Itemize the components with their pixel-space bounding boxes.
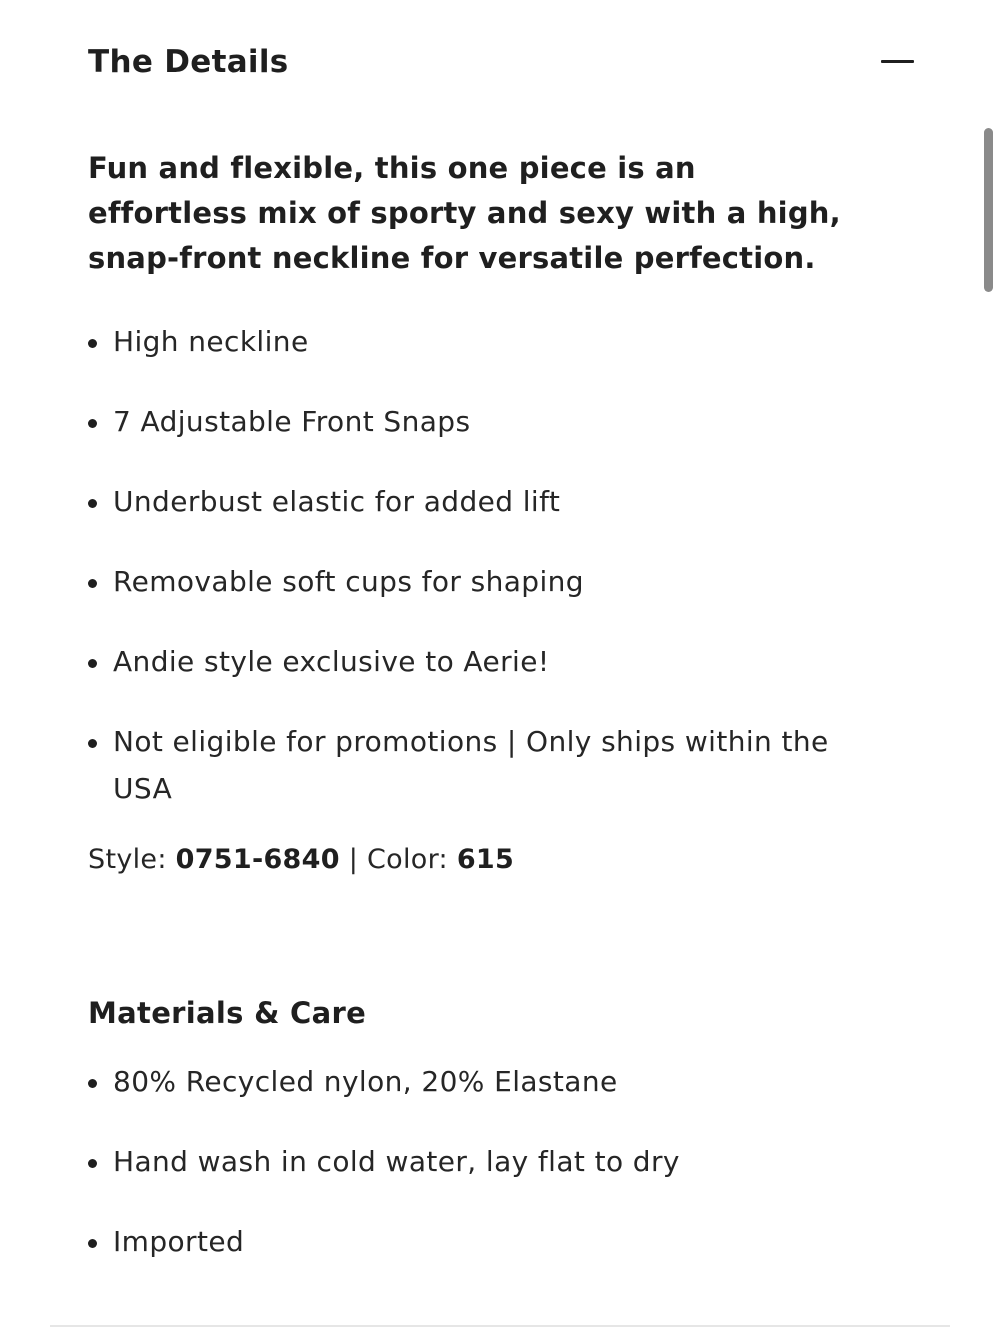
style-number: 0751-6840 <box>175 844 340 875</box>
list-item-text: Hand wash in cold water, lay flat to dry <box>113 1145 680 1178</box>
style-color-info <box>88 840 514 880</box>
list-item-text: 7 Adjustable Front Snaps <box>113 405 471 438</box>
list-item-text: Andie style exclusive to Aerie! <box>113 645 550 678</box>
list-item <box>88 1218 878 1265</box>
bullet-dot-icon <box>88 499 97 508</box>
scrollbar-thumb[interactable] <box>984 128 993 292</box>
details-bullet-list <box>88 318 878 812</box>
bullet-dot-icon <box>88 339 97 348</box>
list-item-text: Imported <box>113 1225 245 1258</box>
list-item-text: Underbust elastic for added lift <box>113 485 561 518</box>
list-item <box>88 1058 878 1105</box>
list-item-text: 80% Recycled nylon, 20% Elastane <box>113 1065 618 1098</box>
list-item-text: Not eligible for promotions | Only ships within the USA <box>113 725 829 805</box>
bullet-dot-icon <box>88 1079 97 1088</box>
bullet-dot-icon <box>88 1159 97 1168</box>
materials-bullet-list <box>88 1058 878 1265</box>
list-item <box>88 398 878 445</box>
color-label: Color: <box>367 844 448 875</box>
color-code: 615 <box>456 844 515 875</box>
list-item <box>88 478 878 525</box>
list-item-text: High neckline <box>113 325 309 358</box>
list-item <box>88 318 878 365</box>
bullet-dot-icon <box>88 739 97 748</box>
product-description: Fun and flexible, this one piece is an effortless mix of sporty and sexy with a high, snap-front neckline for versatile perfection. <box>88 151 841 275</box>
collapse-button[interactable] <box>878 44 918 76</box>
bullet-dot-icon <box>88 579 97 588</box>
list-item <box>88 1138 878 1185</box>
list-item-text: Removable soft cups for shaping <box>113 565 584 598</box>
section-divider <box>50 1325 950 1327</box>
separator: | <box>348 844 359 875</box>
style-label: Style: <box>88 844 167 875</box>
bullet-dot-icon <box>88 419 97 428</box>
details-accordion-header[interactable] <box>88 40 918 88</box>
list-item <box>88 718 878 812</box>
bullet-dot-icon <box>88 1239 97 1248</box>
minus-icon <box>881 60 914 63</box>
list-item <box>88 558 878 605</box>
bullet-dot-icon <box>88 659 97 668</box>
details-title: The Details <box>88 44 289 80</box>
materials-care-title: Materials & Care <box>88 996 367 1030</box>
list-item <box>88 638 878 685</box>
